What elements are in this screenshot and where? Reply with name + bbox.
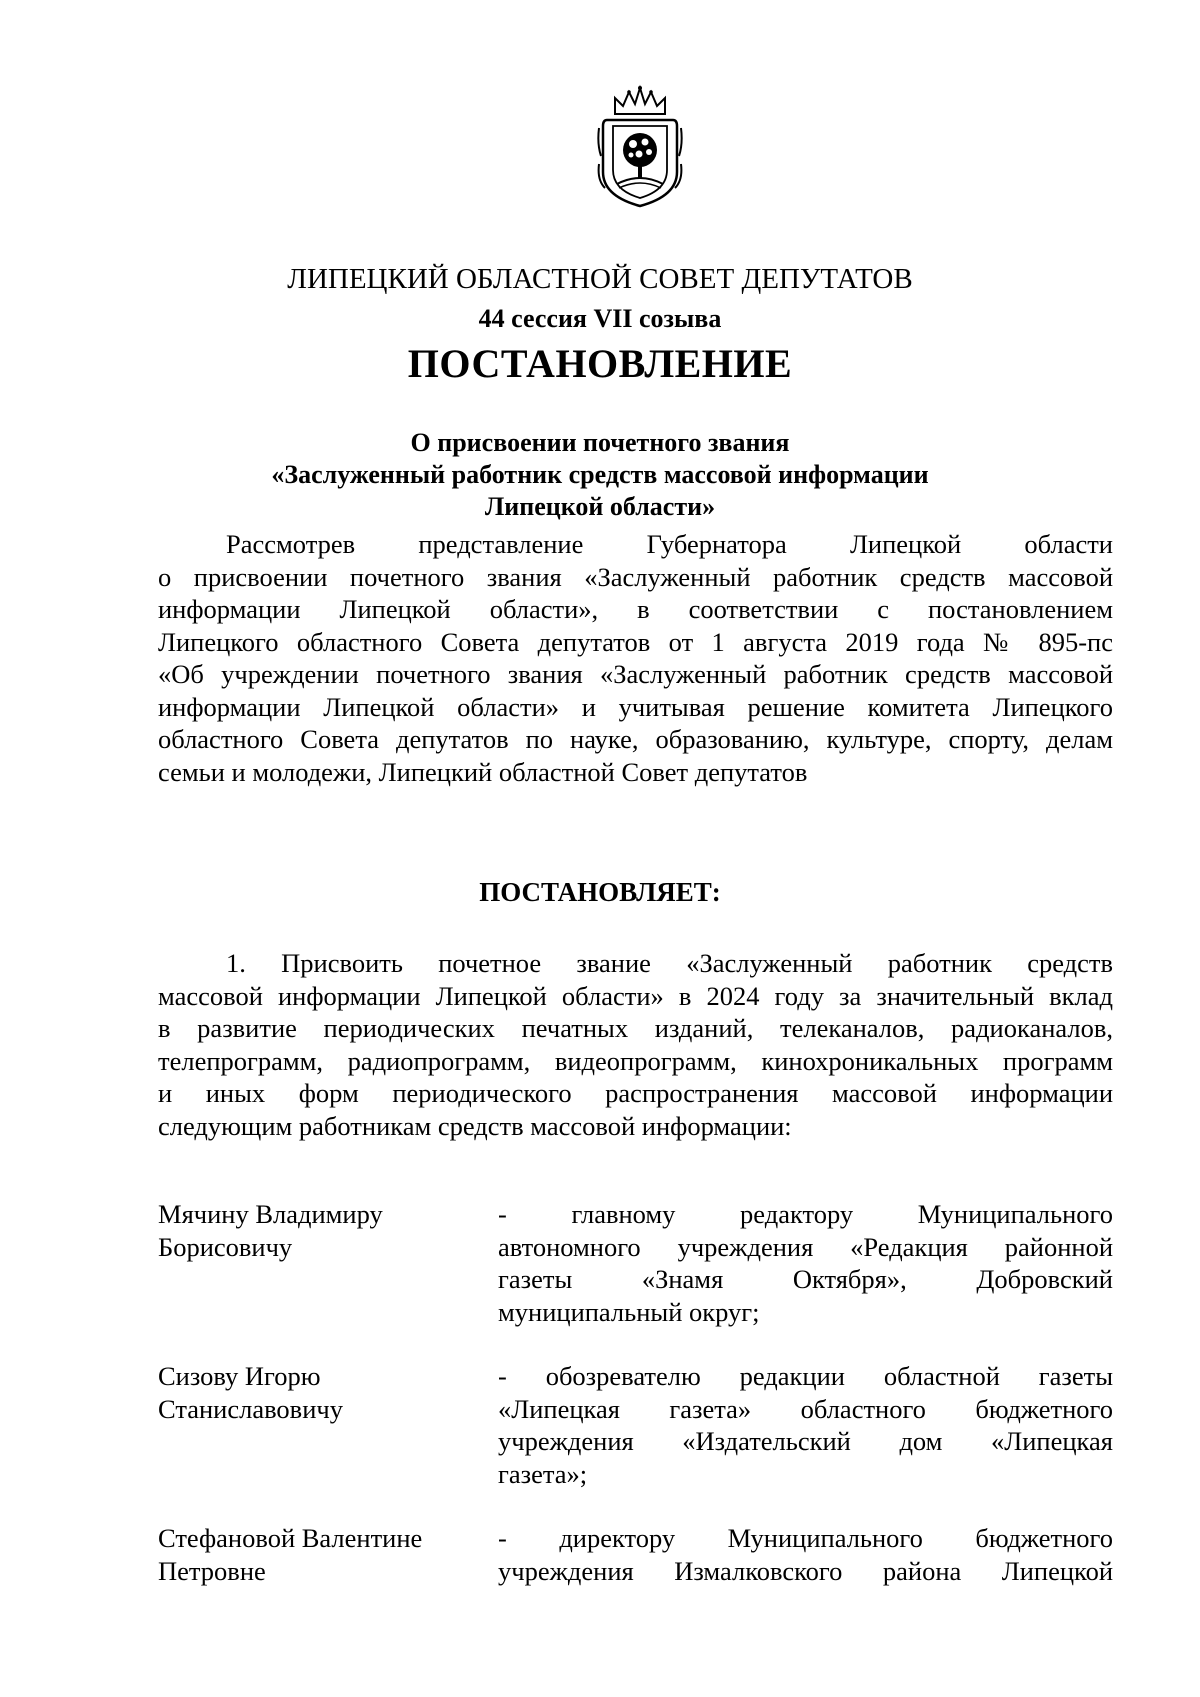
paragraph-line: следующим работникам средств массовой информации: — [158, 1110, 792, 1141]
recipient-entry — [158, 1522, 1113, 1587]
session-number: 44 сессия VII созыва — [478, 304, 722, 333]
item-1-paragraph — [158, 947, 1113, 1142]
recipient-position — [498, 1522, 1113, 1587]
recipient-position — [498, 1198, 1113, 1328]
recipient-position-line: муниципальный округ; — [498, 1296, 760, 1327]
paragraph-line: и иных форм периодического распространения массовой информации — [158, 1078, 1113, 1108]
recipient-position-line: учреждения «Издательский дом «Липецкая — [498, 1426, 1113, 1456]
paragraph-line: «Об учреждении почетного звания «Заслуженный работник средств массовой — [158, 659, 1113, 689]
recipient-name-line: Сизову Игорю — [158, 1361, 321, 1391]
recipient-name — [158, 1360, 498, 1425]
recipient-position — [498, 1360, 1113, 1490]
title-line: О присвоении почетного звания — [410, 428, 790, 457]
recipient-name-line: Борисовичу — [158, 1231, 293, 1262]
recipient-position-line: газеты «Знамя Октября», Добровский — [498, 1264, 1113, 1294]
recipients-list — [158, 1198, 1113, 1587]
recipient-name — [158, 1522, 498, 1587]
paragraph-line: областного Совета депутатов по науке, образованию, культуре, спорту, делам — [158, 724, 1113, 754]
paragraph-line: о присвоении почетного звания «Заслуженный работник средств массовой — [158, 561, 1113, 592]
paragraph-line: 1. Присвоить почетное звание «Заслуженный работник средств — [226, 948, 1113, 978]
recipient-position-line: автономного учреждения «Редакция районной — [498, 1231, 1113, 1262]
preamble-paragraph — [158, 528, 1113, 788]
recipient-position-line: учреждения Измалковского района Липецкой — [498, 1555, 1113, 1586]
recipient-entry — [158, 1360, 1113, 1490]
recipient-name-line: Стефановой Валентине — [158, 1523, 423, 1553]
recipient-name-line: Мячину Владимиру — [158, 1199, 383, 1229]
paragraph-line: семьи и молодежи, Липецкий областной Совет депутатов — [158, 756, 808, 787]
recipient-entry — [158, 1198, 1113, 1328]
recipient-position-line: - обозревателю редакции областной газеты — [498, 1361, 1113, 1391]
recipient-name — [158, 1198, 498, 1263]
organization-name: ЛИПЕЦКИЙ ОБЛАСТНОЙ СОВЕТ ДЕПУТАТОВ — [287, 263, 913, 295]
recipient-name-line: Петровне — [158, 1555, 266, 1586]
recipient-name-line: Станиславовичу — [158, 1393, 343, 1424]
recipient-position-line: газета»; — [498, 1458, 588, 1489]
coat-of-arms-icon — [595, 84, 685, 210]
title-line: «Заслуженный работник средств массовой информации — [271, 460, 929, 489]
paragraph-line: телепрограмм, радиопрограмм, видеопрограмм, кинохроникальных программ — [158, 1045, 1113, 1076]
paragraph-line: Липецкого областного Совета депутатов от 1 августа 2019 года № 895-пс — [158, 626, 1113, 657]
recipient-position-line: - директору Муниципального бюджетного — [498, 1523, 1113, 1553]
document-type: ПОСТАНОВЛЕНИЕ — [407, 341, 793, 386]
paragraph-line: Рассмотрев представление Губернатора Липецкой области — [226, 529, 1113, 559]
paragraph-line: информации Липецкой области» и учитывая решение комитета Липецкого — [158, 691, 1113, 722]
title-line: Липецкой области» — [484, 492, 716, 521]
recipient-position-line: «Липецкая газета» областного бюджетного — [498, 1393, 1113, 1424]
paragraph-line: информации Липецкой области», в соответствии с постановлением — [158, 594, 1113, 624]
paragraph-line: массовой информации Липецкой области» в 2024 году за значительный вклад — [158, 980, 1113, 1011]
coat-of-arms-emblem — [595, 84, 685, 210]
paragraph-line: в развитие периодических печатных изданий, телеканалов, радиоканалов, — [158, 1013, 1113, 1043]
recipient-position-line: - главному редактору Муниципального — [498, 1199, 1113, 1229]
decree-heading: ПОСТАНОВЛЯЕТ: — [479, 877, 721, 907]
document-title — [0, 427, 1200, 523]
